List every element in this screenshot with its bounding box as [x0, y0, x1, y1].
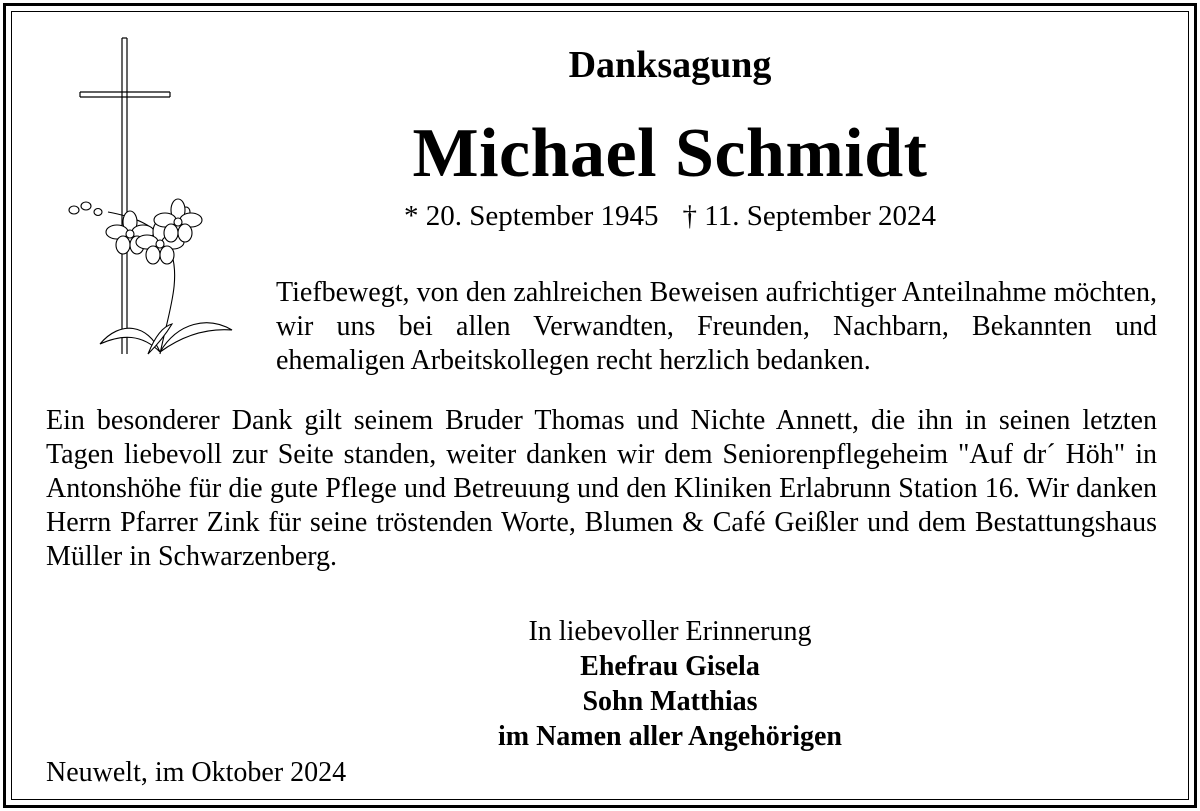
place-date: Neuwelt, im Oktober 2024 — [46, 757, 347, 788]
cross-and-orchid-illustration — [60, 34, 240, 374]
intro-paragraph: Tiefbewegt, von den zahlreichen Beweisen aufrichtiger Anteilnahme möchten, wir uns bei allen Verwandten, Freunden, Nachbarn, Bekannten und ehemaligen Arbeitskollegen recht herzlich bedanken. — [276, 277, 1157, 376]
heading: Danksagung — [568, 44, 772, 86]
death-date: † 11. September 2024 — [682, 200, 936, 232]
closing-block — [420, 614, 920, 754]
signer-wife: Ehefrau Gisela — [580, 651, 760, 682]
birth-date: * 20. September 1945 — [404, 200, 659, 232]
thanks-paragraph: Ein besonderer Dank gilt seinem Bruder Thomas und Nichte Annett, die ihn in seinen letzten Tagen liebevoll zur Seite standen, weiter danken wir dem Seniorenpflegeheim "Auf dr´ Höh" in Antonshöhe für die gute Pflege und Betreuung und den Kliniken Erlabrunn Station 16. Wir danken Herrn Pfarrer Zink für seine tröstenden Worte, Blumen & Café Geißler und dem Bestattungshaus Müller in Schwarzenberg. — [46, 405, 1157, 572]
orchid-icon — [69, 199, 232, 354]
signer-son: Sohn Matthias — [582, 686, 758, 717]
signer-relatives: im Namen aller Angehörigen — [497, 721, 842, 752]
cross-icon — [80, 38, 170, 354]
life-dates — [320, 198, 1020, 234]
closing-intro: In liebevoller Erinnerung — [528, 616, 812, 647]
deceased-name: Michael Schmidt — [412, 115, 928, 192]
